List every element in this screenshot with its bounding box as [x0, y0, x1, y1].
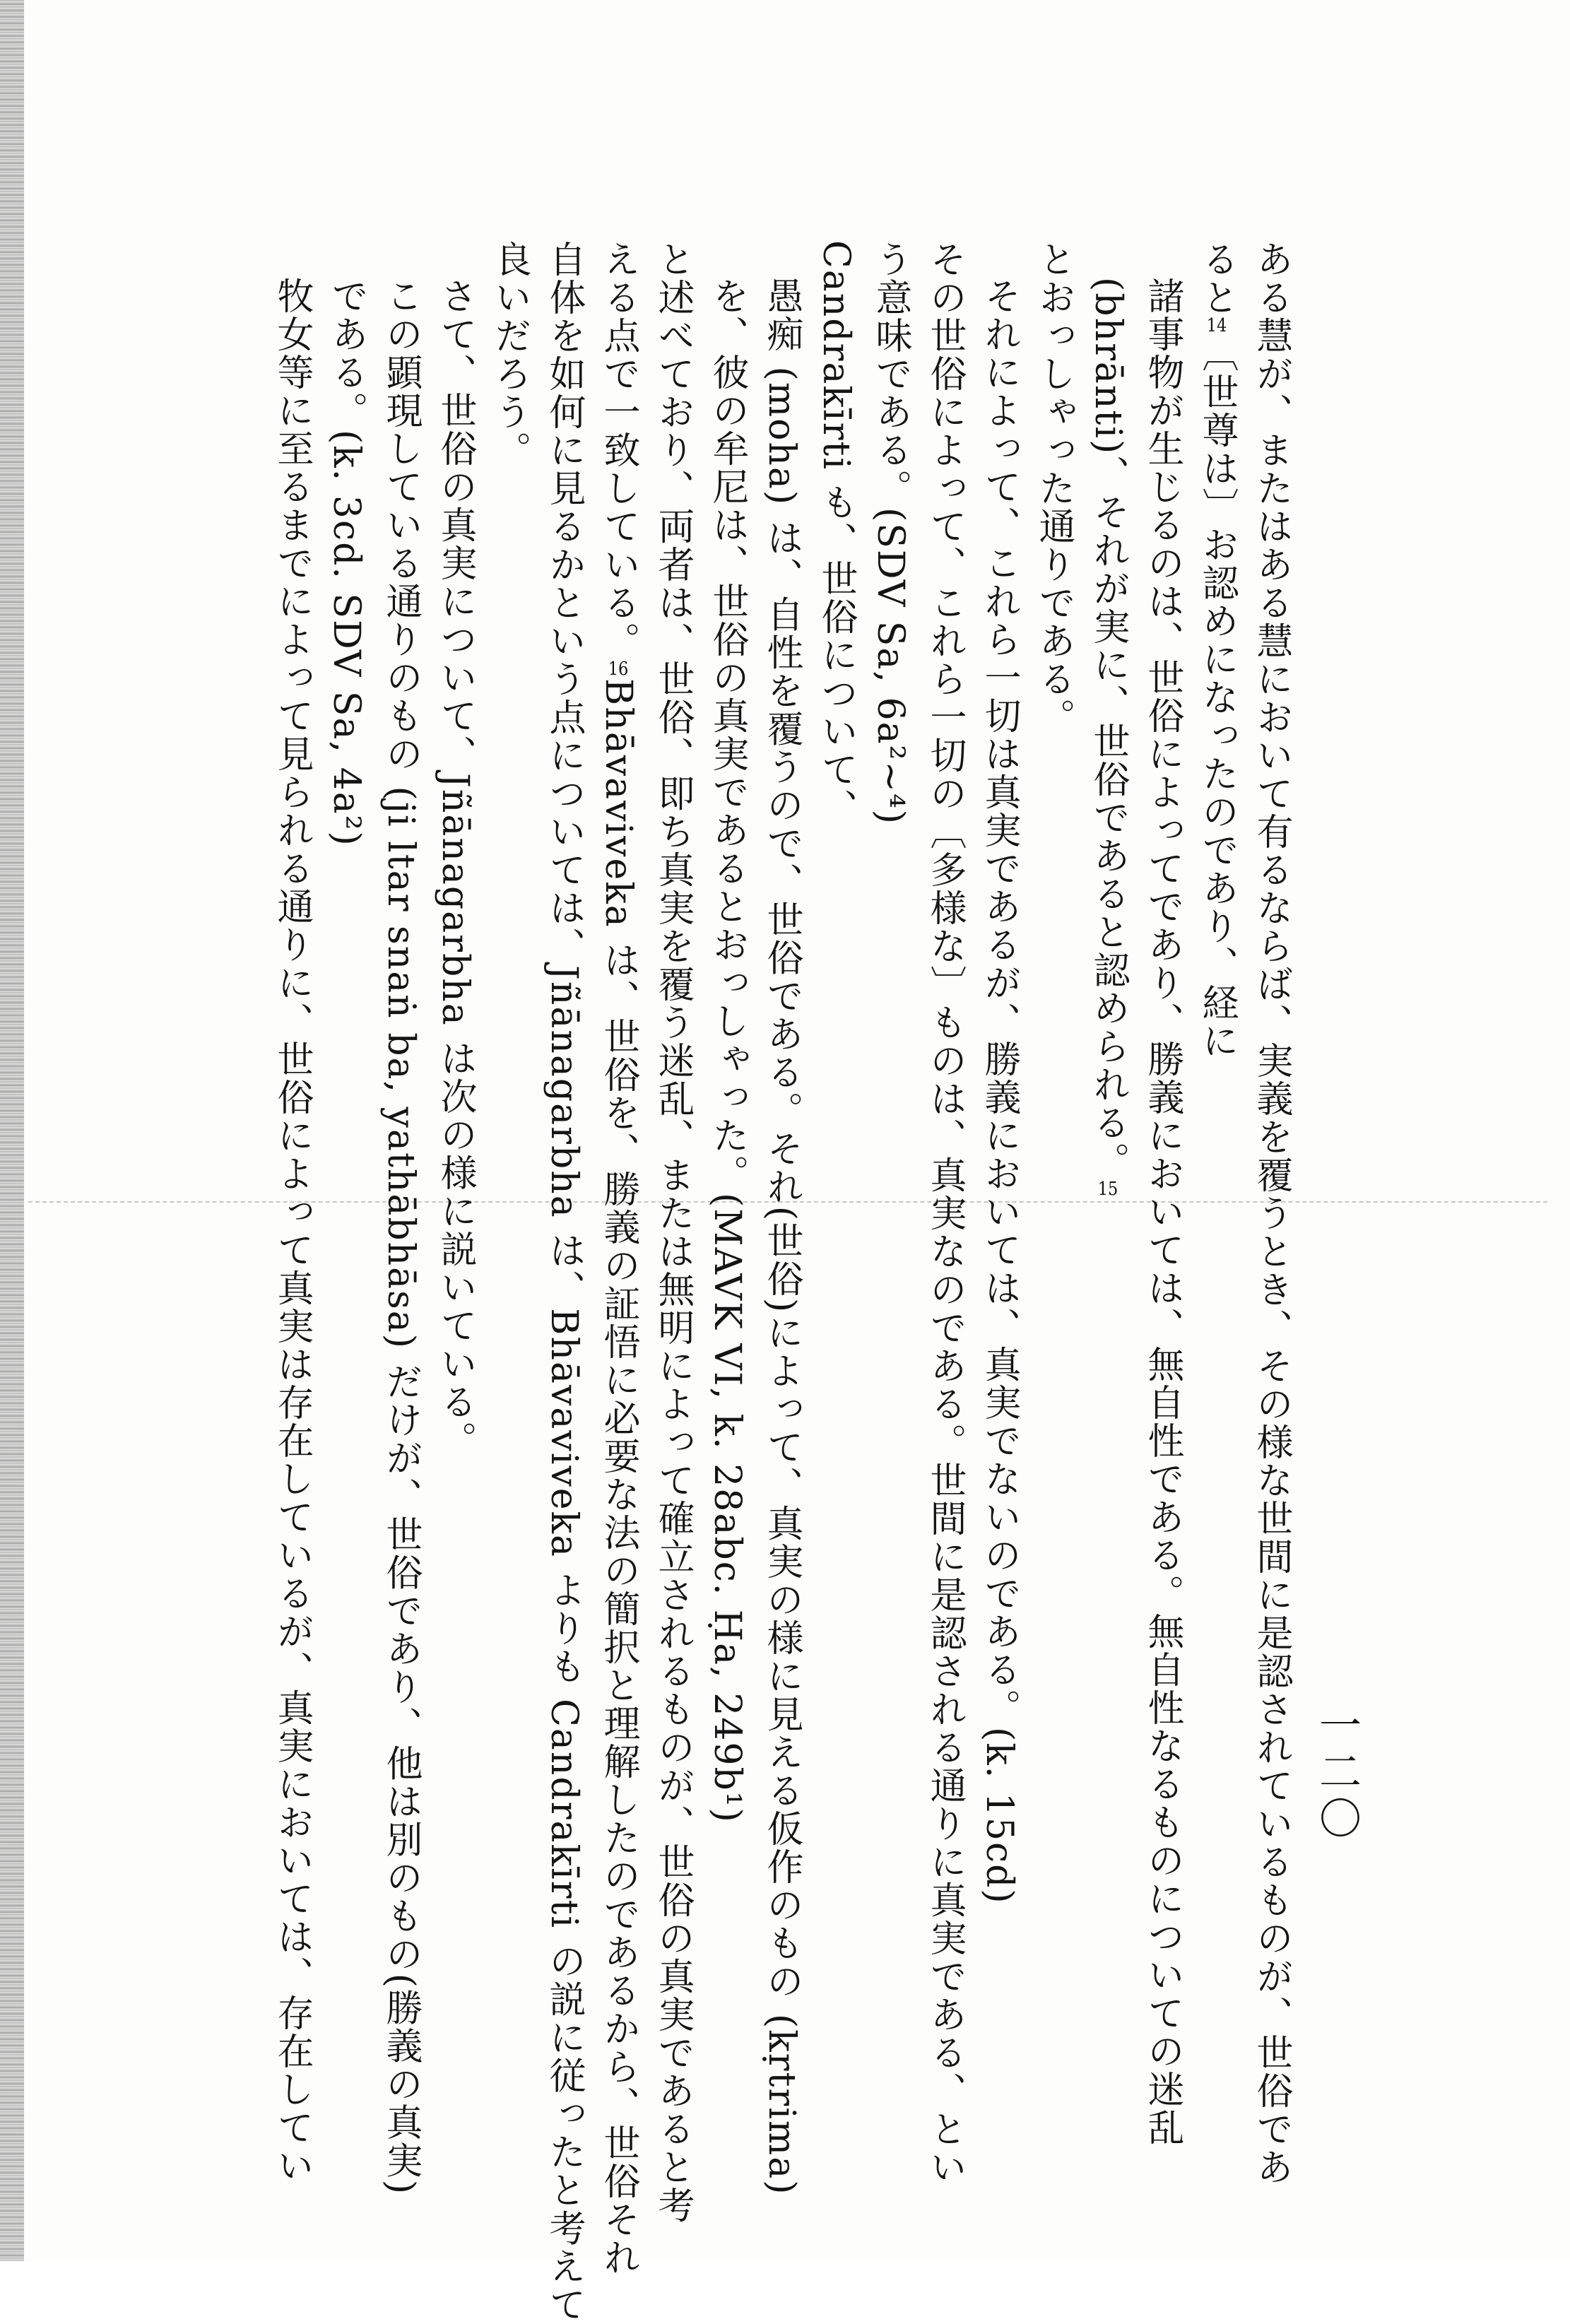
text-line: それによって、これら一切は真実であるが、勝義においては、真実でないのである。(k. 15cd) [978, 277, 1020, 1905]
text-line: う意味である。(SDV Sa, 6a²~⁴) [869, 240, 911, 826]
text-line: とおっしゃった通りである。 [1032, 240, 1075, 736]
text-line: この顕現している通りのもの (ji ltar snaṅ ba, yathābhāsa) だけが、世俗であり、他は別のもの(勝義の真実) [379, 277, 422, 2196]
footnote-marker: 15 [1097, 1180, 1119, 1199]
text-line: Candrakīrti も、世俗について、 [815, 240, 857, 827]
text-line: 自体を如何に見るかという点については、Jñānagarbha は、Bhāvaviveka よりも Candrakīrti の説に従ったと考えて [543, 240, 585, 2324]
text-line: である。(k. 3cd. SDV Sa, 4a²) [325, 277, 367, 847]
text-line: 牧女等に至るまでによって見られる通りに、世俗によって真実は存在しているが、真実においては、存在してい [271, 277, 313, 2185]
text-line: を、彼の牟尼は、世俗の真実であるとおっしゃった。(MAVK VI, k. 28abc. Ḥa, 249b¹) [706, 277, 748, 1824]
text-line: 良いだろう。 [488, 240, 531, 469]
text-line: その世俗によって、これら一切の〔多様な〕ものは、真実なのである。世間に是認される通りに真実である、とい [923, 240, 966, 2186]
text-line: える点で一致している。16Bhāvaviveka は、世俗を、勝義の証悟に必要な法の簡択と理解したのであるから、世俗それ [597, 240, 639, 2277]
text-line: 愚痴 (moha) は、自性を覆うので、世俗である。それ(世俗)によって、真実の様に見える仮作のもの (kṛtrima) [760, 277, 803, 2196]
body-text [264, 240, 1298, 2324]
text-line: 諸事物が生じるのは、世俗によってであり、勝義においては、無自性である。無自性なるものについての迷乱 [1141, 277, 1184, 2147]
text-line: さて、世俗の真実について、Jñānagarbha は次の様に説いている。 [434, 277, 476, 1460]
text-line: ある慧が、またはある慧において有るならば、実義を覆うとき、その様な世間に是認されているものが、世俗であ [1250, 240, 1292, 2186]
footnote-marker: 14 [1206, 317, 1227, 335]
footnote-marker: 16 [608, 660, 629, 678]
text-line: (bhrānti)、それが実に、世俗であると認められる。15 [1087, 277, 1129, 1199]
scan-shadow-edge [0, 0, 24, 2261]
page-number: 一二〇 [1312, 1703, 1362, 1843]
text-line: と述べており、両者は、世俗、即ち真実を覆う迷乱、または無明によって確立されるものが、世俗の真実であると考 [651, 240, 694, 2224]
text-line: ると14〔世尊は〕お認めになったのであり、経に [1196, 240, 1238, 1060]
